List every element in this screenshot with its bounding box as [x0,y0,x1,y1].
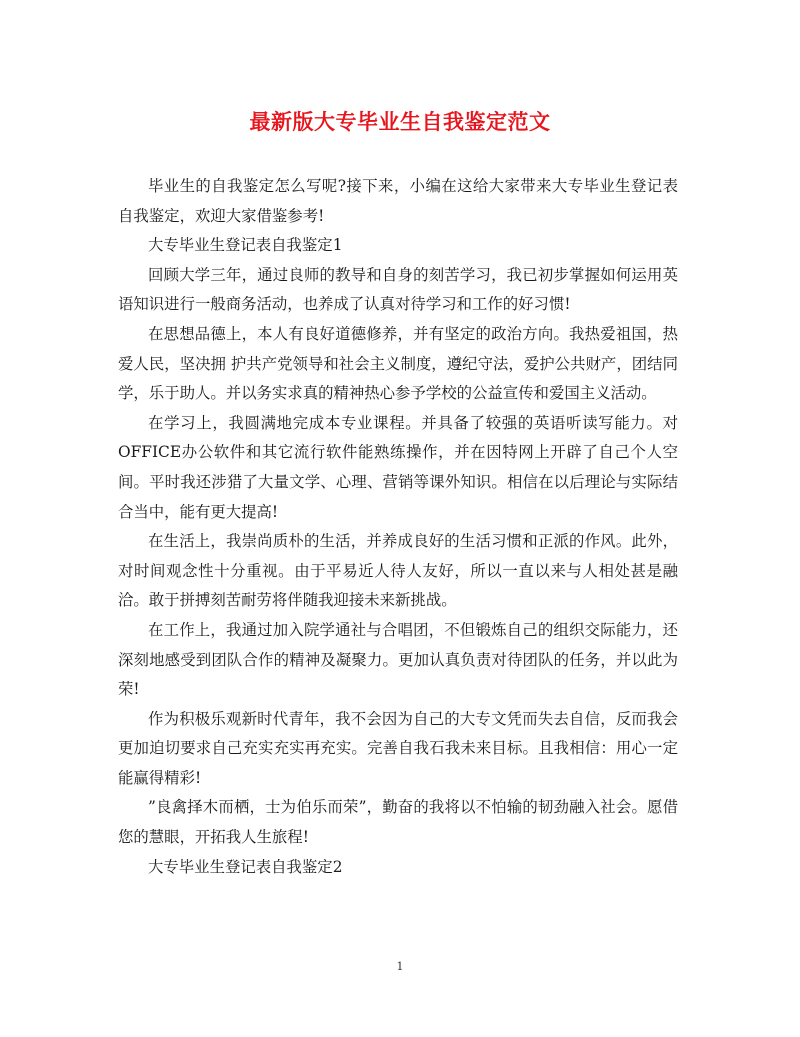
paragraph-closing: ”良禽择木而栖，士为伯乐而荣”，勤奋的我将以不怕输的韧劲融入社会。愿借您的慧眼，开拓我人生旅程! [118,798,678,847]
paragraph-study: 在学习上，我圆满地完成本专业课程。并具备了较强的英语听读写能力。对OFFICE办公软件和其它流行软件能熟练操作，并在因特网上开辟了自己个人空间。平时我还涉猎了大量文学、心理、营销等课外知识。相信在以后理论与实际结合当中，能有更大提高! [118,413,678,521]
paragraph-confidence: 作为积极乐观新时代青年，我不会因为自己的大专文凭而失去自信，反而我会更加迫切要求自己充实充实再充实。完善自我石我未来目标。且我相信：用心一定能赢得精彩! [118,709,678,787]
section-heading-2: 大专毕业生登记表自我鉴定2 [148,857,343,876]
paragraph-morality: 在思想品德上，本人有良好道德修养，并有坚定的政治方向。我热爱祖国，热爱人民，坚决拥 护共产党领导和社会主义制度，遵纪守法，爱护公共财产，团结同学，乐于助人。并以务实求真的精神热心参予学校的公益宣传和爱国主义活动。 [118,324,678,403]
document-body [118,172,678,882]
document-title: 最新版大专毕业生自我鉴定范文 [249,110,551,134]
intro-paragraph: 毕业生的自我鉴定怎么写呢?接下来，小编在这给大家带来大专毕业生登记表自我鉴定，欢迎大家借鉴参考! [118,177,678,225]
section-heading-1: 大专毕业生登记表自我鉴定1 [148,236,343,255]
paragraph-work: 在工作上，我通过加入院学通社与合唱团，不但锻炼自己的组织交际能力，还深刻地感受到团队合作的精神及凝聚力。更加认真负责对待团队的任务，并以此为荣! [118,620,678,699]
paragraph-review: 回顾大学三年，通过良师的教导和自身的刻苦学习，我已初步掌握如何运用英语知识进行一般商务活动，也养成了认真对待学习和工作的好习惯! [118,265,678,314]
page-number: 1 [396,960,404,973]
paragraph-life: 在生活上，我崇尚质朴的生活，并养成良好的生活习惯和正派的作风。此外，对时间观念性十分重视。由于平易近人待人友好，所以一直以来与人相处甚是融洽。敢于拼搏刻苦耐劳将伴随我迎接未来新挑战。 [118,532,678,610]
